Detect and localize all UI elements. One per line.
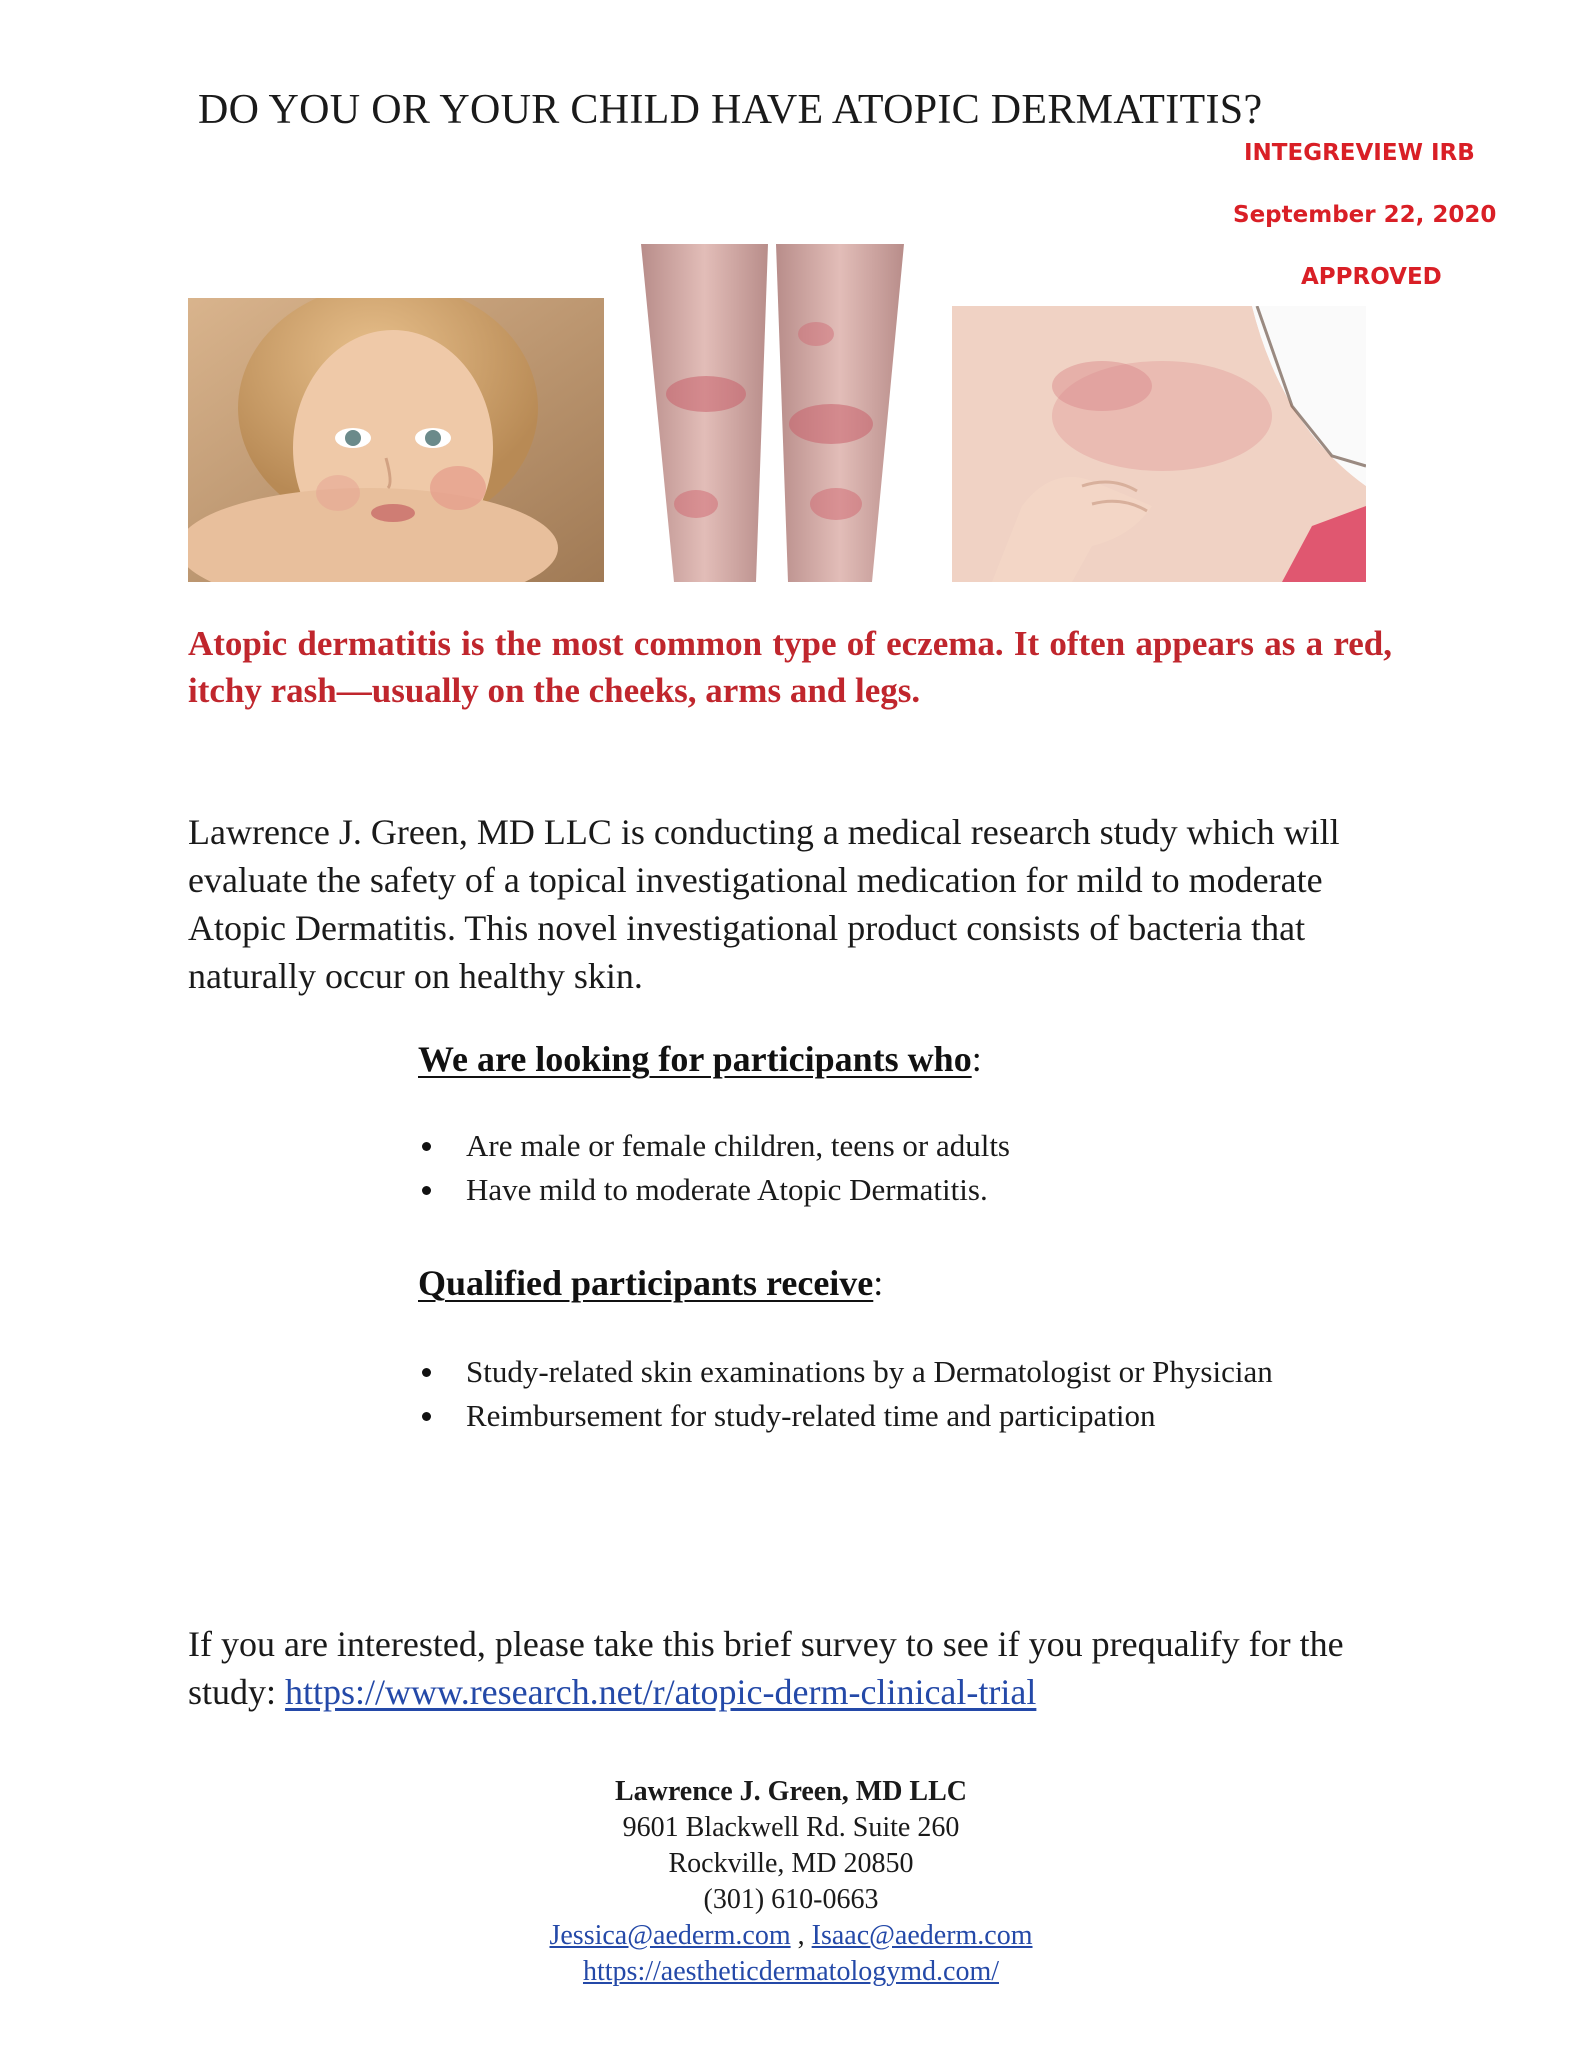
- email-link-isaac[interactable]: Isaac@aederm.com: [811, 1920, 1033, 1951]
- bullet-icon: [422, 1142, 431, 1151]
- looking-for-heading-text: We are looking for participants who: [418, 1039, 972, 1079]
- receive-heading-text: Qualified participants receive: [418, 1263, 874, 1303]
- contact-phone: (301) 610-0663: [703, 1884, 879, 1915]
- looking-for-heading-colon: :: [971, 1039, 982, 1079]
- irb-stamp-status: APPROVED: [1301, 264, 1442, 290]
- eligibility-list: [418, 1126, 1318, 1214]
- contact-address-line2: Rockville, MD 20850: [668, 1848, 914, 1879]
- irb-stamp-date: September 22, 2020: [1233, 202, 1497, 228]
- list-item: [418, 1352, 1278, 1392]
- list-item: [418, 1170, 1318, 1210]
- bullet-icon: [422, 1412, 431, 1421]
- list-item: [418, 1396, 1278, 1436]
- bullet-icon: [422, 1186, 431, 1195]
- contact-org-name: Lawrence J. Green, MD LLC: [614, 1776, 968, 1807]
- list-item-text: Study-related skin examinations by a Dermatologist or Physician: [466, 1354, 1273, 1389]
- child-face-photo: [188, 298, 604, 582]
- receive-heading: [418, 1262, 883, 1304]
- lead-statement: Atopic dermatitis is the most common type of eczema. It often appears as a red, itchy rash—usually on the cheeks, arms and legs.: [188, 624, 1392, 710]
- survey-text: If you are interested, please take this brief survey to see if you prequalify for the study:: [188, 1624, 1344, 1712]
- contact-address-line1: 9601 Blackwell Rd. Suite 260: [622, 1812, 960, 1843]
- page-title: DO YOU OR YOUR CHILD HAVE ATOPIC DERMATITIS?: [198, 87, 1263, 133]
- email-separator: ,: [790, 1920, 812, 1951]
- neck-rash-photo: [952, 306, 1366, 582]
- contact-block: [391, 1774, 1191, 1990]
- contact-emails: [391, 1918, 1191, 1954]
- legs-rash-photo: [636, 244, 908, 582]
- study-description: Lawrence J. Green, MD LLC is conducting a medical research study which will evaluate the safety of a topical investigational medication for mild to moderate Atopic Dermatitis. This novel investigational product consists of bacteria that naturally occur on healthy skin.: [188, 812, 1340, 996]
- list-item: [418, 1126, 1318, 1166]
- list-item-text: Reimbursement for study-related time and participation: [466, 1398, 1156, 1433]
- survey-link[interactable]: https://www.research.net/r/atopic-derm-clinical-trial: [285, 1672, 1037, 1712]
- looking-for-heading: [418, 1038, 982, 1080]
- irb-stamp-name: INTEGREVIEW IRB: [1244, 140, 1475, 166]
- benefits-list: [418, 1352, 1278, 1440]
- receive-heading-colon: :: [873, 1263, 884, 1303]
- list-item-text: Are male or female children, teens or adults: [466, 1128, 1010, 1163]
- bullet-icon: [422, 1368, 431, 1377]
- list-item-text: Have mild to moderate Atopic Dermatitis.: [466, 1172, 988, 1207]
- survey-invitation: [188, 1620, 1418, 1716]
- email-link-jessica[interactable]: Jessica@aederm.com: [549, 1920, 791, 1951]
- website-link[interactable]: https://aestheticdermatologymd.com/: [582, 1956, 1000, 1987]
